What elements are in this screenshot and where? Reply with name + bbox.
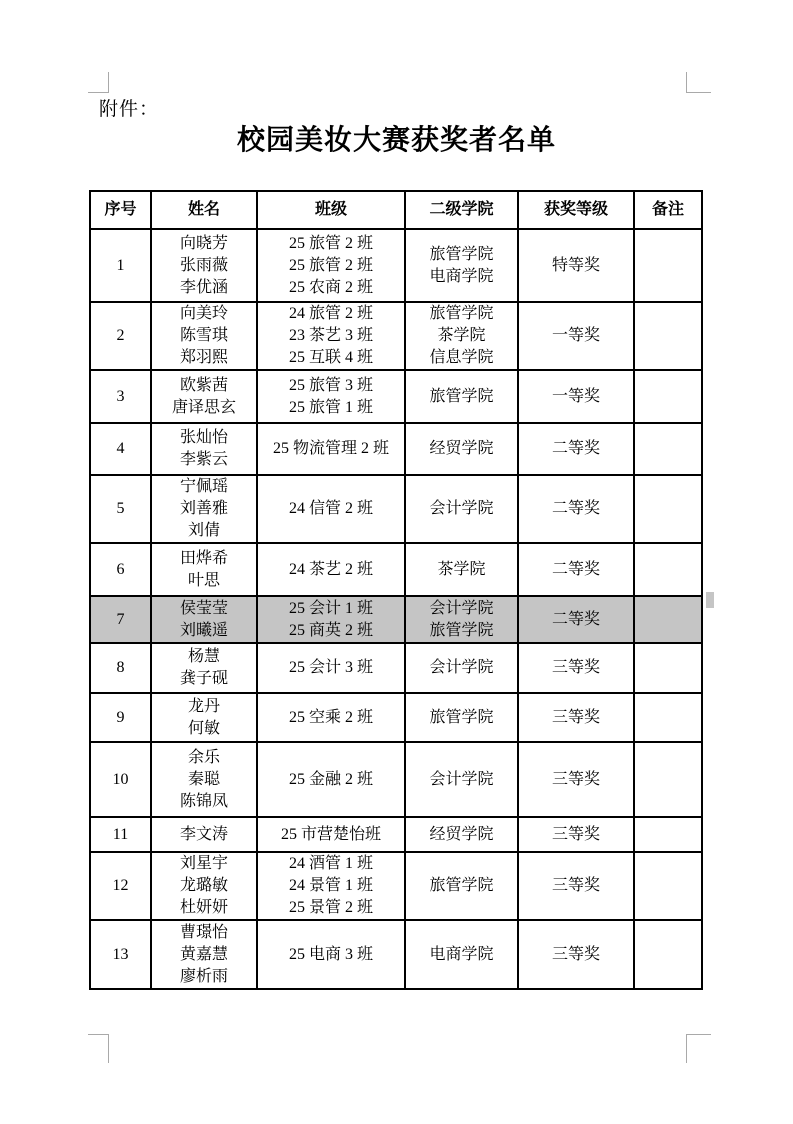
cell-line: 会计学院 [429, 500, 494, 517]
cell-classes [257, 852, 405, 920]
cell-line: 13 [112, 945, 129, 963]
table-row [90, 693, 702, 742]
cell-note [634, 596, 702, 643]
cell-serial [90, 423, 151, 475]
cell-line: 叶思 [187, 571, 220, 589]
cell-line: 曹璟怡 [179, 923, 228, 941]
cell-note [634, 817, 702, 852]
cell-classes [257, 817, 405, 852]
cell-note [634, 370, 702, 423]
header-class: 班级 [257, 191, 405, 229]
cell-serial [90, 920, 151, 989]
cell-line: 25 农商 2 班 [288, 278, 373, 296]
cell-line: 陈雪琪 [179, 327, 228, 344]
cell-colleges [405, 693, 518, 742]
cell-line: 2 [116, 327, 125, 344]
cell-line: 25 会计 3 班 [288, 659, 373, 676]
cell-line: 9 [116, 708, 125, 726]
cell-line: 23 茶艺 3 班 [288, 327, 373, 344]
cell-line: 24 信管 2 班 [288, 500, 373, 517]
cell-line: 24 茶艺 2 班 [288, 560, 373, 578]
cell-serial [90, 852, 151, 920]
winners-table [89, 190, 703, 990]
cell-line: 25 互联 4 班 [288, 349, 373, 366]
cell-colleges [405, 596, 518, 643]
cell-line: 25 旅管 2 班 [288, 234, 373, 252]
cell-award [518, 693, 634, 742]
cell-names [151, 693, 257, 742]
cell-serial [90, 370, 151, 423]
table-row [90, 543, 702, 596]
cell-line: 旅管学院 [429, 245, 494, 263]
cell-colleges [405, 742, 518, 817]
cell-line: 张雨薇 [179, 256, 228, 274]
cell-award [518, 643, 634, 693]
header-college: 二级学院 [405, 191, 518, 229]
cell-line: 6 [116, 560, 125, 578]
cell-line: 陈锦凤 [179, 792, 228, 810]
margin-crop-mark-bottom-left [88, 1034, 109, 1063]
cell-line: 田烨希 [179, 549, 228, 567]
cell-award [518, 596, 634, 643]
cell-serial [90, 543, 151, 596]
cell-line: 宁佩瑶 [179, 478, 228, 495]
table-row [90, 475, 702, 543]
cell-names [151, 596, 257, 643]
cell-line: 25 空乘 2 班 [288, 708, 373, 726]
cell-line: 刘星宇 [179, 855, 228, 872]
cell-note [634, 643, 702, 693]
table-row [90, 742, 702, 817]
cell-note [634, 302, 702, 370]
cell-note [634, 693, 702, 742]
margin-crop-mark-bottom-right [686, 1034, 711, 1063]
cell-colleges [405, 852, 518, 920]
cell-line: 电商学院 [429, 945, 494, 963]
cell-classes [257, 475, 405, 543]
cell-line: 龚子砚 [179, 670, 228, 687]
cell-line: 三等奖 [551, 945, 600, 963]
cell-classes [257, 229, 405, 302]
cell-classes [257, 920, 405, 989]
cell-line: 二等奖 [551, 610, 600, 628]
cell-serial [90, 596, 151, 643]
cell-line: 经贸学院 [429, 825, 494, 843]
cell-line: 24 酒管 1 班 [288, 855, 373, 872]
cell-line: 旅管学院 [429, 877, 494, 894]
cell-names [151, 423, 257, 475]
cell-serial [90, 817, 151, 852]
table-row [90, 852, 702, 920]
cell-award [518, 920, 634, 989]
cell-colleges [405, 920, 518, 989]
cell-line: 刘曦遥 [179, 621, 228, 639]
cell-line: 经贸学院 [429, 440, 494, 457]
cell-note [634, 423, 702, 475]
cell-line: 11 [112, 825, 129, 843]
cell-line: 何敏 [187, 719, 220, 737]
page-title: 校园美妆大赛获奖者名单 [236, 125, 556, 156]
cell-line: 旅管学院 [429, 305, 494, 322]
cell-line: 8 [116, 659, 125, 676]
cell-line: 信息学院 [429, 349, 494, 366]
cell-line: 二等奖 [551, 560, 600, 578]
cell-colleges [405, 475, 518, 543]
cell-line: 会计学院 [429, 599, 494, 617]
cell-colleges [405, 423, 518, 475]
cell-line: 旅管学院 [429, 708, 494, 726]
cell-line: 欧紫茜 [179, 376, 228, 394]
cell-names [151, 543, 257, 596]
table-body [90, 229, 702, 989]
cell-line: 二等奖 [551, 440, 600, 457]
cell-line: 唐译思玄 [171, 398, 236, 416]
cell-line: 25 电商 3 班 [288, 945, 373, 963]
cell-line: 一等奖 [551, 387, 600, 405]
cell-colleges [405, 643, 518, 693]
cell-line: 三等奖 [551, 708, 600, 726]
margin-crop-mark-top-left [88, 72, 109, 93]
cell-classes [257, 742, 405, 817]
cell-line: 刘倩 [187, 522, 220, 539]
cell-classes [257, 543, 405, 596]
cell-note [634, 543, 702, 596]
cell-line: 25 会计 1 班 [288, 599, 373, 617]
cell-line: 25 市营楚怡班 [280, 825, 381, 843]
cell-line: 会计学院 [429, 659, 494, 676]
cell-classes [257, 302, 405, 370]
cell-line: 一等奖 [551, 327, 600, 344]
cell-line: 茶学院 [437, 327, 486, 344]
cell-names [151, 302, 257, 370]
cell-line: 向晓芳 [179, 234, 228, 252]
cell-line: 廖析雨 [179, 967, 228, 985]
cell-line: 25 景管 2 班 [288, 899, 373, 916]
cell-line: 三等奖 [551, 825, 600, 843]
cell-line: 李文涛 [179, 825, 228, 843]
cell-line: 10 [112, 770, 129, 788]
cell-line: 李紫云 [179, 451, 228, 468]
cell-line: 25 物流管理 2 班 [272, 440, 389, 457]
cell-classes [257, 693, 405, 742]
cell-award [518, 229, 634, 302]
cell-line: 李优涵 [179, 278, 228, 296]
cell-line: 3 [116, 387, 125, 405]
cell-serial [90, 302, 151, 370]
header-row [90, 191, 702, 229]
cell-classes [257, 423, 405, 475]
cell-names [151, 643, 257, 693]
cell-line: 24 旅管 2 班 [288, 305, 373, 322]
cell-line: 25 旅管 2 班 [288, 256, 373, 274]
cell-line: 会计学院 [429, 770, 494, 788]
cell-line: 三等奖 [551, 770, 600, 788]
cell-award [518, 852, 634, 920]
cell-note [634, 229, 702, 302]
cell-award [518, 370, 634, 423]
table-row [90, 596, 702, 643]
cell-line: 25 商英 2 班 [288, 621, 373, 639]
cell-names [151, 920, 257, 989]
selection-end-of-row-mark [706, 592, 714, 608]
cell-line: 刘善雅 [179, 500, 228, 517]
cell-line: 向美玲 [179, 305, 228, 322]
cell-names [151, 475, 257, 543]
cell-line: 侯莹莹 [179, 599, 228, 617]
cell-award [518, 543, 634, 596]
cell-line: 杨慧 [187, 648, 220, 665]
cell-line: 电商学院 [429, 267, 494, 285]
cell-line: 1 [116, 256, 125, 274]
cell-award [518, 475, 634, 543]
cell-colleges [405, 229, 518, 302]
cell-award [518, 423, 634, 475]
table-row [90, 370, 702, 423]
cell-line: 秦聪 [187, 770, 220, 788]
cell-colleges [405, 302, 518, 370]
table-row [90, 302, 702, 370]
cell-line: 三等奖 [551, 877, 600, 894]
cell-names [151, 370, 257, 423]
cell-award [518, 302, 634, 370]
cell-classes [257, 370, 405, 423]
cell-line: 张灿怡 [179, 429, 228, 446]
cell-line: 4 [116, 440, 125, 457]
cell-line: 7 [116, 610, 125, 628]
cell-line: 旅管学院 [429, 387, 494, 405]
cell-colleges [405, 543, 518, 596]
cell-line: 24 景管 1 班 [288, 877, 373, 894]
cell-names [151, 742, 257, 817]
cell-line: 特等奖 [551, 256, 600, 274]
table-row [90, 817, 702, 852]
table-row [90, 643, 702, 693]
cell-line: 郑羽熙 [179, 349, 228, 366]
cell-line: 二等奖 [551, 500, 600, 517]
cell-line: 25 金融 2 班 [288, 770, 373, 788]
cell-line: 龙璐敏 [179, 877, 228, 894]
cell-line: 茶学院 [437, 560, 486, 578]
cell-note [634, 742, 702, 817]
cell-line: 杜妍妍 [179, 899, 228, 916]
cell-note [634, 920, 702, 989]
header-name: 姓名 [151, 191, 257, 229]
margin-crop-mark-top-right [686, 72, 711, 93]
cell-line: 黄嘉慧 [179, 945, 228, 963]
cell-serial [90, 229, 151, 302]
cell-line: 三等奖 [551, 659, 600, 676]
cell-names [151, 852, 257, 920]
header-note: 备注 [634, 191, 702, 229]
cell-line: 25 旅管 1 班 [288, 398, 373, 416]
cell-line: 12 [112, 877, 129, 894]
table-row [90, 920, 702, 989]
cell-names [151, 817, 257, 852]
cell-line: 龙丹 [187, 697, 220, 715]
header-award: 获奖等级 [518, 191, 634, 229]
cell-colleges [405, 370, 518, 423]
header-serial: 序号 [90, 191, 151, 229]
cell-serial [90, 693, 151, 742]
cell-names [151, 229, 257, 302]
cell-colleges [405, 817, 518, 852]
cell-serial [90, 742, 151, 817]
cell-serial [90, 643, 151, 693]
table-row [90, 229, 702, 302]
cell-line: 余乐 [187, 748, 220, 766]
cell-award [518, 817, 634, 852]
cell-award [518, 742, 634, 817]
cell-line: 25 旅管 3 班 [288, 376, 373, 394]
cell-note [634, 852, 702, 920]
attachment-label: 附件： [99, 99, 160, 120]
cell-classes [257, 596, 405, 643]
cell-line: 5 [116, 500, 125, 517]
cell-serial [90, 475, 151, 543]
cell-line: 旅管学院 [429, 621, 494, 639]
table-row [90, 423, 702, 475]
cell-note [634, 475, 702, 543]
cell-classes [257, 643, 405, 693]
